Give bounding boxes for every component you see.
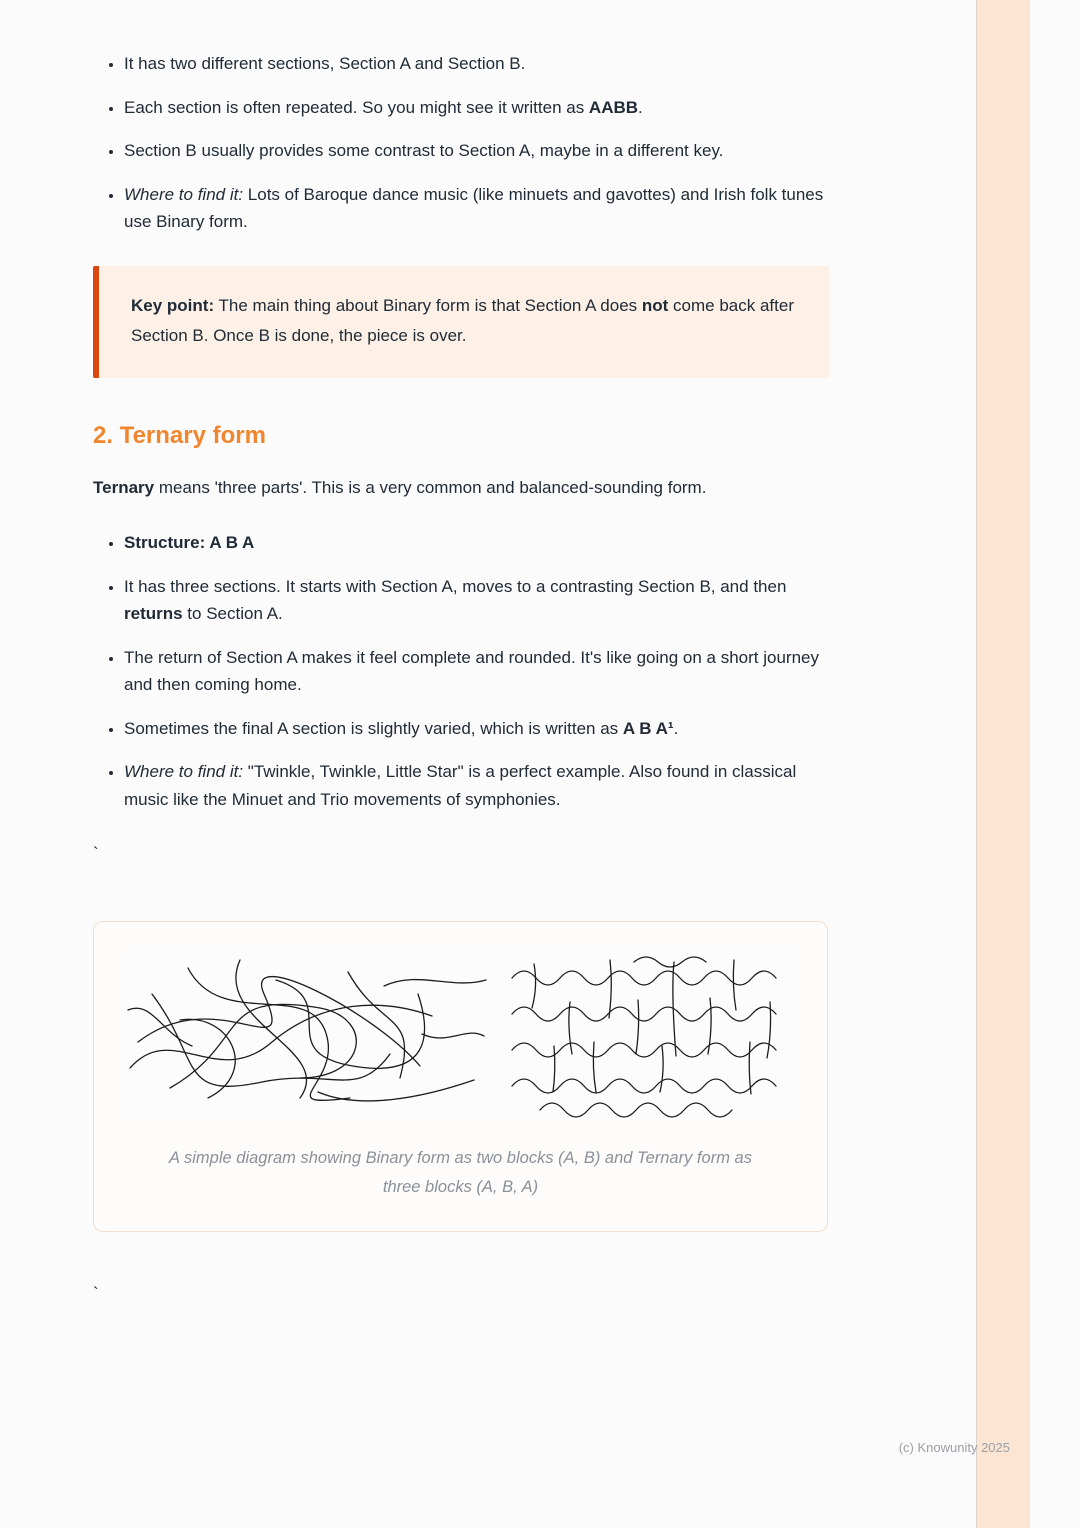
stray-backtick-1: `: [93, 843, 99, 863]
bullet-item: [124, 644, 829, 699]
text-segment: Sometimes the final A section is slightly varied, which is written as: [124, 718, 623, 738]
bullet-item: [124, 758, 829, 813]
scribble-diagram-drawing: [122, 950, 799, 1120]
bullet-item: [124, 181, 829, 236]
keypoint-text: [99, 266, 829, 378]
ternary-intro-paragraph: [93, 472, 829, 503]
text-segment: A B A¹: [622, 718, 674, 738]
page-edge-strip: [976, 0, 1030, 1528]
content-column: [93, 50, 829, 1307]
text-segment: come back after Section B. Once B is done, the piece is over.: [131, 295, 794, 346]
bullet-item: [124, 94, 829, 122]
copyright-footer: (c) Knowunity 2025: [898, 1440, 1010, 1455]
bullet-item: [124, 715, 829, 743]
text-segment: returns: [124, 604, 183, 624]
text-segment: .: [673, 718, 679, 738]
text-segment: AABB: [588, 97, 639, 117]
bullet-item: [124, 529, 829, 557]
figure-image: [122, 950, 799, 1120]
ternary-bullet-list: [93, 529, 829, 813]
text-segment: Where to find it:: [124, 762, 244, 782]
text-segment: The return of Section A makes it feel complete and rounded. It's like going on a short journey and then coming home.: [124, 647, 819, 695]
text-segment: to Section A.: [182, 604, 283, 624]
bullet-item: [124, 137, 829, 165]
text-segment: Key point:: [131, 295, 215, 315]
ternary-heading: 2. Ternary form: [93, 421, 266, 449]
text-segment: Each section is often repeated. So you might see it written as: [124, 97, 589, 117]
text-segment: The main thing about Binary form is that Section A does: [214, 295, 642, 315]
text-segment: .: [638, 97, 643, 117]
bullet-item: [124, 573, 829, 628]
keypoint-callout: [93, 266, 829, 378]
figure-card: [93, 921, 828, 1232]
text-segment: means 'three parts'. This is a very common and balanced-sounding form.: [154, 477, 707, 497]
text-segment: Where to find it:: [124, 184, 244, 204]
figure-caption: A simple diagram showing Binary form as two blocks (A, B) and Ternary form as three blocks (A, B, A): [169, 1148, 752, 1197]
text-segment: Structure: A B A: [124, 533, 255, 553]
text-segment: "Twinkle, Twinkle, Little Star" is a perfect example. Also found in classical music like the Minuet and Trio movements of symphonies.: [124, 762, 797, 809]
text-segment: Lots of Baroque dance music (like minuets and gavottes) and Irish folk tunes use Binary form.: [124, 184, 824, 232]
stray-backtick-2: `: [93, 1283, 99, 1303]
text-segment: Ternary: [93, 477, 155, 497]
text-segment: not: [641, 295, 669, 315]
text-segment: It has two different sections, Section A and Section B.: [124, 54, 526, 73]
binary-bullet-list: [93, 50, 829, 236]
text-segment: Section B usually provides some contrast to Section A, maybe in a different key.: [124, 141, 724, 161]
text-segment: It has three sections. It starts with Section A, moves to a contrasting Section B, and then: [124, 576, 787, 596]
bullet-item: [124, 50, 829, 78]
